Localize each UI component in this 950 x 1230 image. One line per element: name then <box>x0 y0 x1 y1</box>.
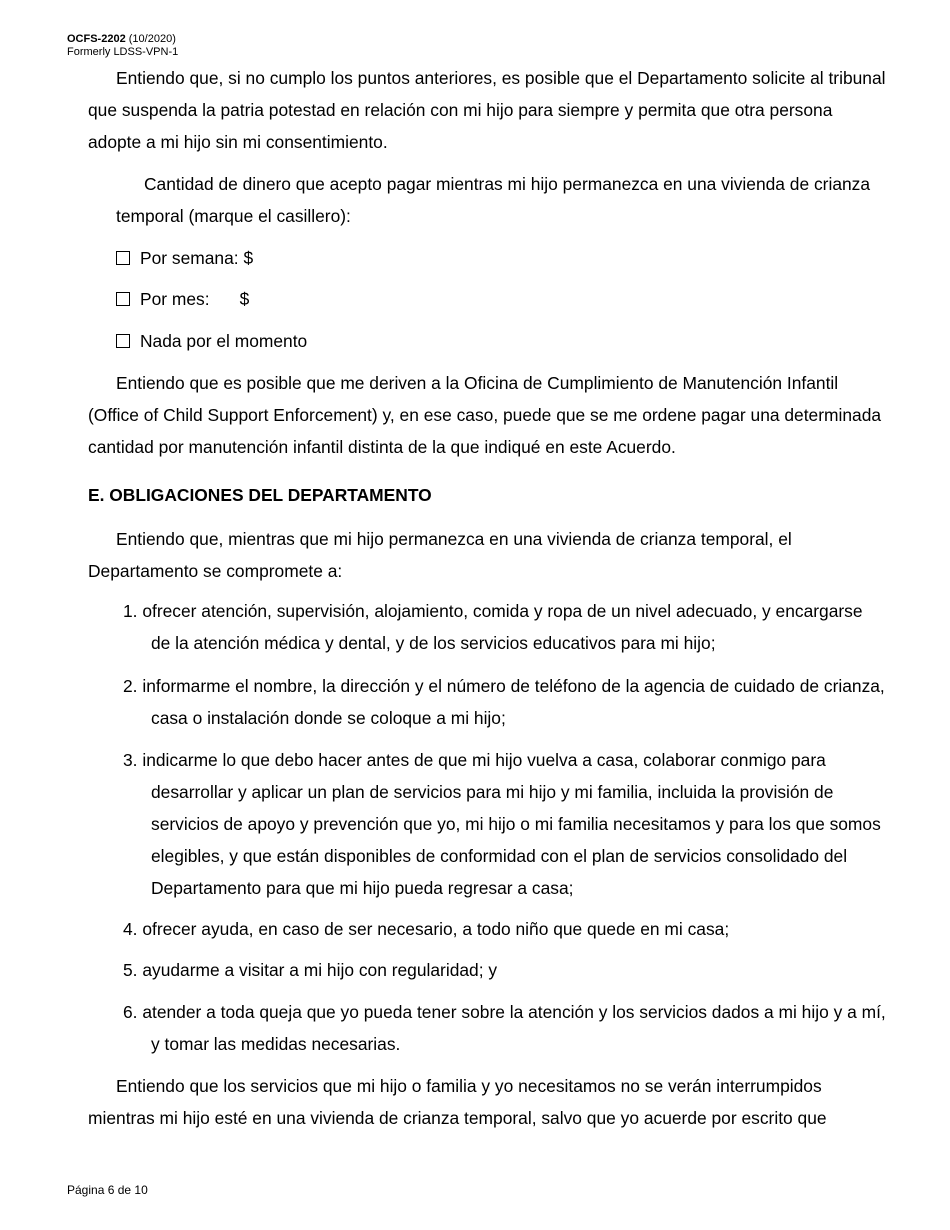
weekly-label: Por semana: <box>140 248 239 268</box>
paragraph-child-support: Entiendo que es posible que me deriven a la Oficina de Cumplimiento de Manutención Infantil (Office of Child Support Enforcement) y, en ese caso, puede que se me ordene pagar una determinada cantidad por manutención infantil distinta de la que indiqué en este Acuerdo. <box>88 373 882 457</box>
list-item: 4. ofrecer ayuda, en caso de ser necesario, a todo niño que quede en mi casa; <box>123 919 730 939</box>
paragraph-department-commits: Entiendo que, mientras que mi hijo permanezca en una vivienda de crianza temporal, el Departamento se compromete a: <box>88 529 792 581</box>
monthly-currency: $ <box>239 289 250 309</box>
page-number: Página 6 de 10 <box>67 1183 148 1197</box>
option-weekly[interactable] <box>116 247 253 269</box>
list-item: 6. atender a toda queja que yo pueda tener sobre la atención y los servicios dados a mi hijo y a mí, y tomar las medidas necesarias. <box>123 1002 886 1054</box>
list-item: 1. ofrecer atención, supervisión, alojamiento, comida y ropa de un nivel adecuado, y encargarse de la atención médica y dental, y de los servicios educativos para mi hijo; <box>123 601 863 653</box>
form-code: OCFS-2202 <box>67 33 126 45</box>
form-date: (10/2020) <box>128 33 176 45</box>
option-none[interactable] <box>116 330 307 352</box>
weekly-currency: $ <box>243 248 254 268</box>
list-item: 2. informarme el nombre, la dirección y el número de teléfono de la agencia de cuidado de crianza, casa o instalación donde se coloque a mi hijo; <box>123 676 885 728</box>
paragraph-services-continuity: Entiendo que los servicios que mi hijo o familia y yo necesitamos no se verán interrumpidos mientras mi hijo esté en una vivienda de crianza temporal, salvo que yo acuerde por escrito que <box>88 1076 827 1128</box>
list-item: 5. ayudarme a visitar a mi hijo con regularidad; y <box>123 960 498 980</box>
paragraph-payment-intro: Cantidad de dinero que acepto pagar mientras mi hijo permanezca en una vivienda de crianza temporal (marque el casillero): <box>116 174 871 226</box>
formerly-label: Formerly LDSS-VPN-1 <box>67 46 179 58</box>
none-checkbox[interactable] <box>116 334 130 348</box>
paragraph-consequences: Entiendo que, si no cumplo los puntos anteriores, es posible que el Departamento solicite al tribunal que suspenda la patria potestad en relación con mi hijo para siempre y permita que otra persona adopte a mi hijo sin mi consentimiento. <box>88 68 886 152</box>
form-header <box>67 33 178 59</box>
section-heading: E. OBLIGACIONES DEL DEPARTAMENTO <box>88 485 432 505</box>
monthly-label: Por mes: <box>140 289 210 309</box>
monthly-checkbox[interactable] <box>116 292 130 306</box>
option-monthly[interactable] <box>116 288 249 310</box>
none-label: Nada por el momento <box>140 331 308 351</box>
list-item: 3. indicarme lo que debo hacer antes de que mi hijo vuelva a casa, colaborar conmigo para desarrollar y aplicar un plan de servicios para mi hijo y mi familia, incluida la provisión de servicios de apoyo y prevención que yo, mi hijo o mi familia necesitamos y para los que somos elegibles, y que están disponibles de conformidad con el plan de servicios consolidado del Departamento para que mi hijo pueda regresar a casa; <box>123 750 881 898</box>
weekly-checkbox[interactable] <box>116 251 130 265</box>
